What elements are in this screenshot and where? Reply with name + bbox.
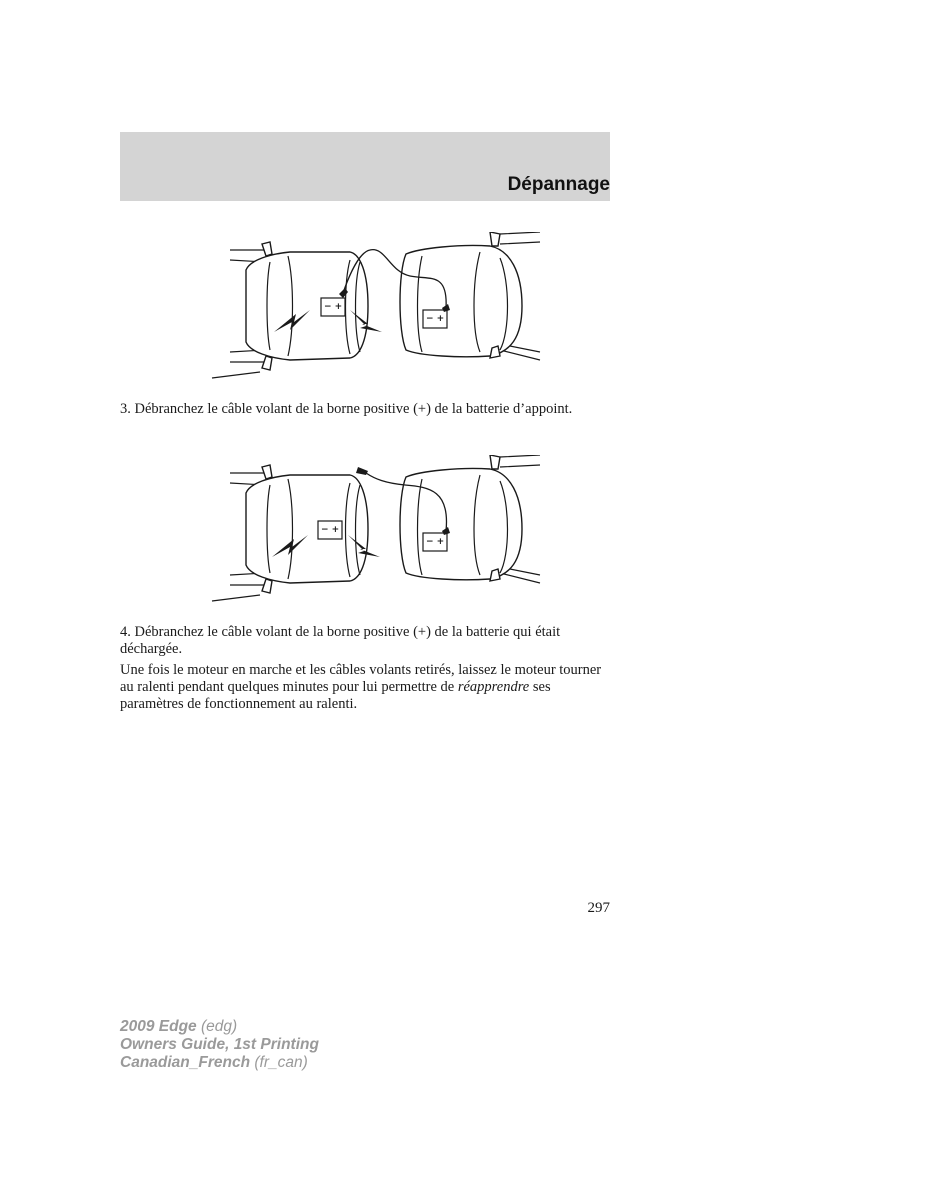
footer-line-3: Canadian_French (fr_can) [120,1054,308,1071]
right-vehicle [400,232,540,360]
note-text-start: Une fois le moteur en marche et les câbles volants retirés, laissez le moteur tourner au ralenti pendant quelques minutes pour lui permettre de [120,662,602,695]
svg-text:− +: − + [426,537,445,547]
left-battery [321,298,345,316]
note-emphasis: réapprendre [457,679,530,695]
right-battery [423,533,447,551]
footer-line-2: Owners Guide, 1st Printing [120,1036,319,1053]
svg-text:− +: − + [324,302,343,312]
page-number: 297 [587,900,610,916]
loose-clamp-icon [356,467,368,475]
left-vehicle [212,465,368,601]
section-title: Dépannage [507,174,610,195]
step-3-text: 3. Débranchez le câble volant de la borne positive (+) de la batterie d’appoint. [120,401,573,417]
footer-line-1: 2009 Edge (edg) [120,1018,238,1035]
document-footer [120,1018,319,1072]
svg-text:− +: − + [426,314,445,324]
left-battery [318,521,342,539]
section-header-band [120,132,610,201]
jump-start-illustration-2 [210,455,550,605]
svg-text:− +: − + [321,525,340,535]
step-4-text: 4. Débranchez le câble volant de la borne positive (+) de la batterie qui était déchargée. [120,624,561,657]
jump-start-illustration-1 [210,232,550,382]
note-text-end: ses paramètres de fonctionnement au ralenti. [120,679,551,712]
right-battery [423,310,447,328]
right-vehicle [400,455,540,583]
idle-relearn-note [120,662,610,713]
